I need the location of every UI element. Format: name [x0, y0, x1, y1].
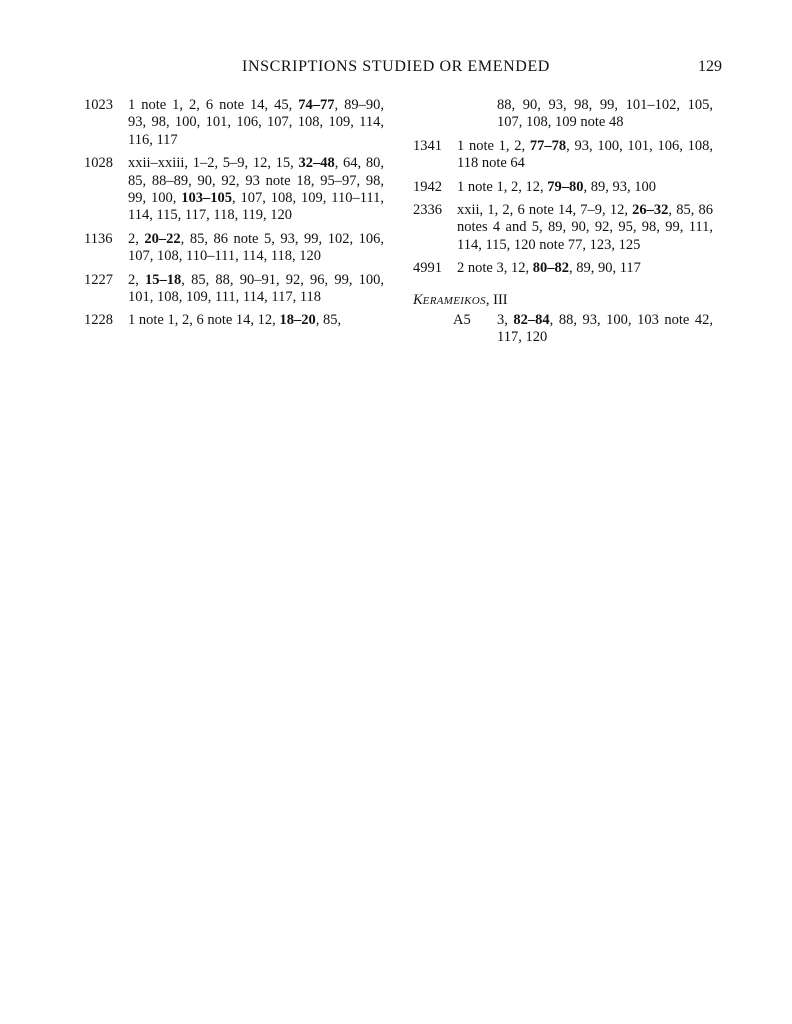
principal-reference: 103–105	[181, 190, 232, 207]
reference-text: 2,	[128, 230, 145, 247]
reference-text: 1 note 1, 2,	[457, 137, 530, 154]
page-number: 129	[698, 58, 722, 75]
inscription-number: 1341	[413, 137, 442, 154]
section-initial: K	[413, 291, 423, 308]
index-entry	[413, 138, 713, 173]
reference-text: xxii, 1, 2, 6 note 14, 7–9, 12,	[457, 202, 633, 219]
inscription-number: 1942	[413, 178, 442, 195]
continuation-refs: 88, 90, 93, 98, 99, 101–102, 105, 107, 108, 109 note 48	[497, 97, 713, 131]
index-entry	[413, 260, 713, 277]
reference-text: , 93, 100, 101, 106, 108, 118 note 64	[457, 137, 714, 172]
inscription-number: A5	[453, 312, 471, 329]
right-entries	[413, 138, 713, 278]
reference-text: 2 note 3, 12,	[457, 260, 533, 277]
principal-reference: 79–80	[547, 178, 584, 195]
inscription-number: 2336	[413, 202, 442, 219]
index-entry	[413, 202, 713, 254]
index-entry	[84, 231, 384, 266]
page-references	[128, 97, 384, 149]
principal-reference: 80–82	[532, 260, 569, 277]
page-references	[128, 231, 384, 266]
principal-reference: 26–32	[632, 202, 669, 219]
running-title: INSCRIPTIONS STUDIED OR EMENDED	[242, 58, 550, 75]
principal-reference: 15–18	[145, 271, 182, 288]
principal-reference: 82–84	[513, 312, 550, 329]
section-heading	[413, 292, 713, 310]
page-header	[0, 58, 792, 82]
principal-reference: 20–22	[144, 230, 181, 247]
section-name: ERAMEIKOS	[422, 294, 486, 307]
principal-reference: 74–77	[298, 97, 335, 113]
reference-text: 1 note 1, 2, 12,	[457, 178, 548, 195]
inscription-number: 1228	[84, 312, 113, 329]
section-suffix: , III	[485, 291, 508, 308]
reference-text: , 85,	[315, 312, 342, 329]
principal-reference: 77–78	[529, 137, 567, 154]
index-entry	[413, 179, 713, 196]
page-references	[457, 260, 713, 277]
reference-text: , 88, 93, 100, 103 note 42, 117, 120	[497, 312, 714, 346]
inscription-number: 1227	[84, 271, 113, 288]
inscription-number: 4991	[413, 260, 442, 277]
page-references	[457, 179, 713, 196]
reference-text: , 85, 86 notes 4 and 5, 89, 90, 92, 95, 98, 99, 111, 114, 115, 120 note 77, 123, 125	[457, 202, 713, 253]
left-column	[84, 97, 384, 336]
reference-text: 1 note 1, 2, 6 note 14, 45,	[128, 97, 299, 113]
reference-text: , 89, 93, 100	[583, 178, 656, 195]
page-references	[497, 312, 713, 347]
index-entry	[413, 312, 713, 347]
reference-text: , 85, 88, 90–91, 92, 96, 99, 100, 101, 108, 109, 111, 114, 117, 118	[128, 271, 384, 306]
index-entry	[84, 272, 384, 307]
page-references	[457, 202, 713, 254]
reference-text: 2,	[128, 271, 146, 288]
reference-text: , 89, 90, 117	[568, 260, 641, 277]
principal-reference: 32–48	[298, 155, 335, 172]
reference-text: 3,	[497, 312, 514, 329]
inscription-number: 1028	[84, 155, 113, 172]
index-entry	[84, 312, 384, 329]
page-references	[128, 312, 384, 329]
page-references	[457, 138, 713, 173]
right-column	[413, 97, 713, 353]
reference-text: , 64, 80, 85, 88–89, 90, 92, 93 note 18, 95–97, 98, 99, 100,	[128, 155, 384, 207]
reference-text: 1 note 1, 2, 6 note 14, 12,	[128, 312, 280, 329]
sub-entries	[413, 312, 713, 347]
reference-text: , 107, 108, 109, 110–111, 114, 115, 117, 118, 119, 120	[128, 190, 385, 224]
reference-text: , 89–90, 93, 98, 100, 101, 106, 107, 108, 109, 114, 116, 117	[128, 97, 384, 148]
reference-text: , 85, 86 note 5, 93, 99, 102, 106, 107, 108, 110–111, 114, 118, 120	[128, 230, 384, 265]
inscription-number: 1136	[84, 230, 113, 247]
index-entry	[84, 97, 384, 149]
principal-reference: 18–20	[279, 312, 316, 329]
page-references	[128, 155, 384, 225]
reference-text: xxii–xxiii, 1–2, 5–9, 12, 15,	[128, 155, 299, 172]
page-references	[128, 272, 384, 307]
index-entry	[84, 155, 384, 225]
inscription-number: 1023	[84, 97, 113, 113]
